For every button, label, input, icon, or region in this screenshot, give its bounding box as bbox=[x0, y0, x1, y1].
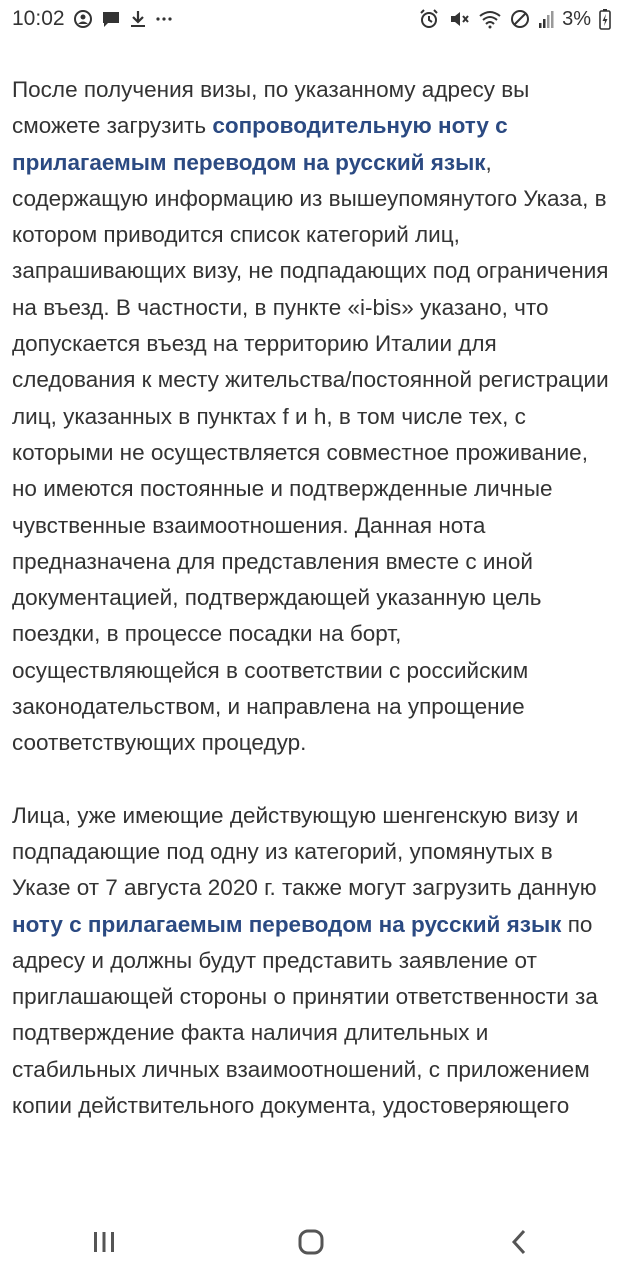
note-translation-link[interactable]: сопроводительную ноту с прилагаемым переводом на русский язык bbox=[12, 113, 508, 175]
status-right bbox=[418, 8, 611, 31]
more-dots-icon bbox=[155, 15, 173, 23]
paragraph-2-text-start: Лица, уже имеющие действующую шенгенскую визу и подпадающие под одну из категорий, упомянутых в Указе от 7 августа 2020 г. также могут загрузить данную bbox=[12, 802, 597, 901]
face-icon bbox=[73, 9, 93, 29]
status-time: 10:02 bbox=[12, 7, 65, 30]
no-signal-icon bbox=[510, 9, 530, 29]
alarm-icon bbox=[418, 8, 440, 30]
home-button[interactable] bbox=[281, 1212, 341, 1272]
article-paragraph-2 bbox=[12, 798, 613, 1125]
navigation-bar bbox=[0, 1204, 623, 1280]
wifi-icon bbox=[478, 9, 502, 29]
article-content bbox=[12, 72, 613, 1124]
recent-apps-button[interactable] bbox=[74, 1212, 134, 1272]
back-icon bbox=[509, 1228, 529, 1256]
paragraph-1-text-end: , содержащую информацию из вышеупомянутого Указа, в котором приводится список категорий лиц, запрашивающих визу, не подпадающих под ограничения на въезд. В частности, в пункте «i-bis» указано, что допускается въезд на территорию Италии для следования к месту жительства/постоянной регистрации лиц, указанных в пунктах f и h, в том числе тех, с которыми не осуществляется совместное проживание, но имеются постоянные и подтвержденные личные чувственные взаимоотношения. Данная нота предназначена для представления вместе с иной документацией, подтверждающей указанную цель поездки, в процессе посадки на борт, осуществляющейся в соответствии с российским законодательством, и направлена на упрощение соответствующих процедур. bbox=[12, 149, 609, 756]
paragraph-1-text-start: После получения визы, по указанному адресу вы сможете загрузить bbox=[12, 77, 530, 139]
back-button[interactable] bbox=[489, 1212, 549, 1272]
paragraph-2-text-end: по адресу и должны будут представить заявление от приглашающей стороны о принятии ответственности за подтверждение факта наличия длительных и стабильных личных взаимоотношений, с приложением копии действительного документа, удостоверяющего bbox=[12, 911, 598, 1119]
note-translation-link-2[interactable]: ноту с прилагаемым переводом на русский язык bbox=[12, 911, 562, 937]
article-paragraph-1 bbox=[12, 72, 613, 762]
signal-icon bbox=[538, 9, 554, 29]
status-left bbox=[12, 7, 173, 31]
home-icon bbox=[297, 1228, 325, 1256]
mute-icon bbox=[448, 8, 470, 30]
battery-charging-icon bbox=[599, 8, 611, 30]
battery-percent: 3% bbox=[562, 7, 591, 30]
download-icon bbox=[129, 9, 147, 29]
status-bar bbox=[0, 0, 623, 38]
message-icon bbox=[101, 9, 121, 29]
recent-apps-icon bbox=[91, 1229, 117, 1255]
